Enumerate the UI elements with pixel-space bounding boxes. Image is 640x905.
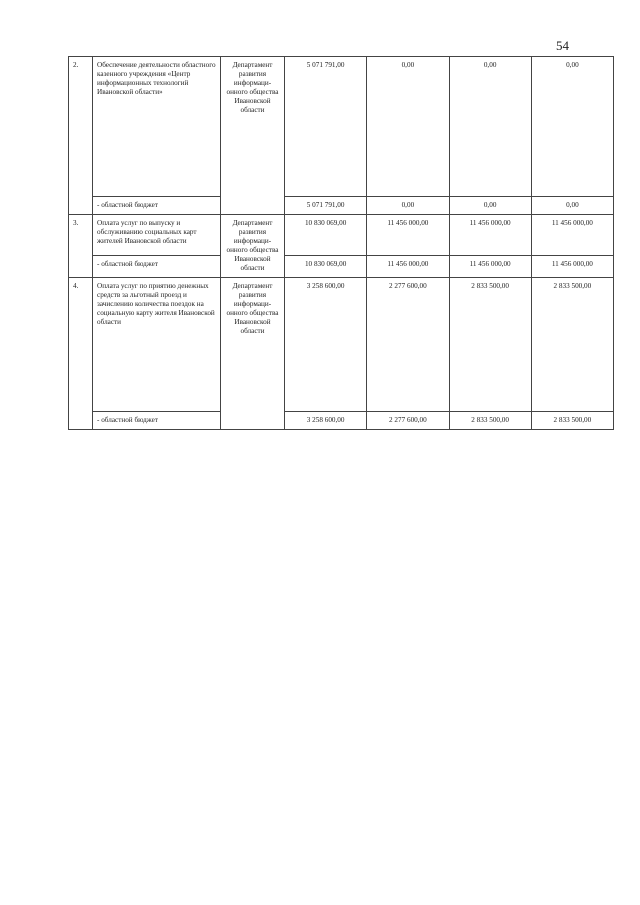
row-value-2: 2 277 600,00 (367, 278, 449, 412)
subrow-value-2: 0,00 (367, 197, 449, 215)
row-value-1: 3 258 600,00 (285, 278, 367, 412)
subrow-value-4: 11 456 000,00 (531, 255, 613, 278)
row-value-3: 2 833 500,00 (449, 278, 531, 412)
row-value-3: 11 456 000,00 (449, 215, 531, 256)
subrow-label: - областной бюджет (93, 197, 221, 215)
subrow-label: - областной бюджет (93, 412, 221, 430)
subrow-label: - областной бюджет (93, 255, 221, 278)
row-number: 2. (69, 57, 93, 215)
row-name: Оплата услуг по выпуску и обслуживанию социальных карт жителей Ивановской области (93, 215, 221, 256)
subrow-value-2: 2 277 600,00 (367, 412, 449, 430)
row-value-1: 5 071 791,00 (285, 57, 367, 197)
row-value-1: 10 830 069,00 (285, 215, 367, 256)
row-department: Департамент развития информаци-онного общества Ивановской области (221, 215, 285, 278)
table-subrow (69, 412, 614, 430)
budget-table (68, 56, 614, 430)
row-number: 3. (69, 215, 93, 278)
table-row (69, 57, 614, 197)
subrow-value-2: 11 456 000,00 (367, 255, 449, 278)
page-number: 54 (556, 38, 569, 53)
table-subrow (69, 255, 614, 278)
row-name: Оплата услуг по приятию денежных средств за льготный проезд и зачислению количества поездок на социальную карту жителя Ивановской области (93, 278, 221, 412)
row-value-4: 11 456 000,00 (531, 215, 613, 256)
row-number: 4. (69, 278, 93, 430)
subrow-value-3: 11 456 000,00 (449, 255, 531, 278)
row-department: Департамент развития информаци-онного общества Ивановской области (221, 57, 285, 215)
subrow-value-4: 2 833 500,00 (531, 412, 613, 430)
subrow-value-3: 2 833 500,00 (449, 412, 531, 430)
subrow-value-1: 10 830 069,00 (285, 255, 367, 278)
subrow-value-4: 0,00 (531, 197, 613, 215)
table-row (69, 278, 614, 412)
table-row (69, 215, 614, 256)
table-subrow (69, 197, 614, 215)
row-value-2: 0,00 (367, 57, 449, 197)
subrow-value-1: 3 258 600,00 (285, 412, 367, 430)
row-value-4: 0,00 (531, 57, 613, 197)
row-value-3: 0,00 (449, 57, 531, 197)
subrow-value-1: 5 071 791,00 (285, 197, 367, 215)
row-value-4: 2 833 500,00 (531, 278, 613, 412)
row-value-2: 11 456 000,00 (367, 215, 449, 256)
subrow-value-3: 0,00 (449, 197, 531, 215)
row-department: Департамент развития информаци-онного общества Ивановской области (221, 278, 285, 430)
row-name: Обеспечение деятельности областного казенного учреждения «Центр информационных технологий Ивановской области» (93, 57, 221, 197)
